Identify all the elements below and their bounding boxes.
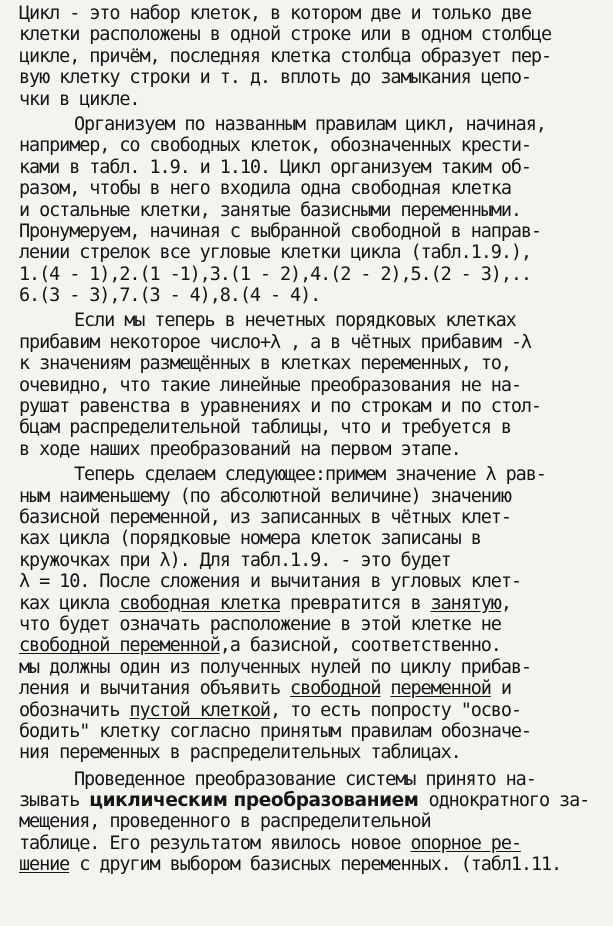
text-line <box>19 593 607 614</box>
text-run: 1.(4 - 1),2.(1 -1),3.(1 - 2),4.(2 - 2),5.(2 - 3),.. <box>19 263 531 285</box>
underlined-term: свободная клетка <box>119 592 280 614</box>
text-line <box>19 135 607 156</box>
text-run: ках цикла (порядковые номера клеток записаны в <box>19 528 481 550</box>
text-run: Цикл - это набор клеток, в котором две и только две <box>19 3 531 24</box>
text-run: таблице. Его результатом явилось новое <box>19 832 411 854</box>
text-run: мещения, проведенного в распределительной <box>19 811 431 833</box>
text-run: базисной переменной, из записанных в чётных клет- <box>19 506 511 528</box>
text-run: очевидно, что такие линейные преобразования не на- <box>19 374 521 396</box>
text-line <box>19 700 607 721</box>
underlined-term: шение <box>19 854 70 876</box>
text-line <box>19 285 607 306</box>
text-line <box>19 310 607 331</box>
text-line <box>19 67 607 88</box>
text-run: прибавим некоторое число+λ , а в чётных прибавим -λ <box>19 331 531 353</box>
text-line <box>19 24 607 45</box>
underlined-term: переменной <box>390 678 491 700</box>
text-run: Проведенное преобразование системы принято на- <box>74 768 536 790</box>
text-run: бцам распределительной таблицы, что и требуется в <box>19 417 511 439</box>
text-line <box>19 721 607 742</box>
text-line <box>19 464 607 485</box>
text-run: что будет означать расположение в этой клетке не <box>19 613 501 635</box>
text-run: Если мы теперь в нечетных порядковых клетках <box>74 310 516 332</box>
text-line <box>19 635 607 656</box>
text-run: чки в цикле. <box>19 88 140 110</box>
text-line <box>19 353 607 374</box>
text-run: в ходе наших преобразований на первом этапе. <box>19 438 461 460</box>
underlined-term: пустой клеткой <box>129 699 270 721</box>
text-run: вую клетку строки и т. д. вплоть до замыкания цепо- <box>19 67 531 89</box>
text-line <box>19 811 607 832</box>
text-run: 6.(3 - 3),7.(3 - 4),8.(4 - 4). <box>19 285 321 307</box>
text-run: и <box>490 678 511 700</box>
text-line <box>19 3 607 24</box>
text-run: λ = 10. После сложения и вычитания в угловых клет- <box>19 571 521 593</box>
text-run: рушат равенства в уравнениях и по строкам и по стол- <box>19 396 541 418</box>
text-run: цикле, причём, последняя клетка столбца образует пер- <box>19 45 552 67</box>
text-run: лении стрелок все угловые клетки цикла (табл.1.9.), <box>19 242 531 264</box>
text-run: Пронумеруем, начиная с выбранной свободной в направ- <box>19 220 541 242</box>
text-line <box>19 114 607 135</box>
text-run: ния переменных в распределительных таблицах. <box>19 742 461 764</box>
text-run: Организуем по названным правилам цикл, начиная, <box>74 113 546 135</box>
text-line <box>19 571 607 592</box>
text-line <box>19 221 607 242</box>
text-run: Теперь сделаем следующее:примем значение λ рав- <box>74 464 546 486</box>
bold-term: циклическим преобразованием <box>89 790 419 812</box>
text-line <box>19 46 607 67</box>
underlined-term: занятую <box>430 592 501 614</box>
text-line <box>19 550 607 571</box>
text-run: кружочках при λ). Для табл.1.9. - это будет <box>19 549 451 571</box>
text-run: однократного за- <box>418 790 590 812</box>
text-run: ках цикла <box>19 592 120 614</box>
text-line <box>19 375 607 396</box>
text-line <box>19 264 607 285</box>
text-run: к значениям размещённых в клетках переменных, то, <box>19 353 511 375</box>
text-run: ным наименьшему (по абсолютной величине) значению <box>19 485 511 507</box>
text-run: разом, чтобы в него входила одна свободная клетка <box>19 178 511 200</box>
underlined-term: опорное ре- <box>410 832 521 854</box>
text-run: ками в табл. 1.9. и 1.10. Цикл организуем таким об- <box>19 156 531 178</box>
text-line <box>19 396 607 417</box>
text-line <box>19 200 607 221</box>
text-run: с другим выбором базисных переменных. (табл1.11. <box>69 854 562 876</box>
text-line <box>19 657 607 678</box>
text-line <box>19 833 607 854</box>
text-line <box>19 157 607 178</box>
text-line <box>19 742 607 763</box>
text-run: , то есть попросту "осво- <box>269 699 521 721</box>
text-run: превратится в <box>280 592 431 614</box>
underlined-term: свободной переменной <box>19 635 220 657</box>
text-run: бодить" клетку согласно принятым правилам обозначе- <box>19 720 531 742</box>
text-line <box>19 507 607 528</box>
text-line <box>19 417 607 438</box>
text-run: ления и вычитания объявить <box>19 678 291 700</box>
underlined-term: свободной <box>290 678 381 700</box>
text-line <box>19 178 607 199</box>
text-run: клетки расположены в одной строке или в одном столбце <box>19 24 552 46</box>
text-run: например, со свободных клеток, обозначенных крести- <box>19 135 531 157</box>
text-line <box>19 769 607 790</box>
text-line <box>19 439 607 460</box>
text-line <box>19 854 607 875</box>
text-line <box>19 790 607 811</box>
text-run: мы должны один из полученных нулей по циклу прибав- <box>19 656 531 678</box>
text-line <box>19 89 607 110</box>
text-line <box>19 614 607 635</box>
text-run: обозначить <box>19 699 130 721</box>
text-run: , <box>500 592 511 614</box>
text-run: зывать <box>19 790 90 812</box>
text-run: ,а базисной, соответственно. <box>219 635 501 657</box>
text-line <box>19 242 607 263</box>
text-line <box>19 528 607 549</box>
text-line <box>19 678 607 699</box>
text-run: и остальные клетки, занятые базисными переменными. <box>19 199 521 221</box>
text-line <box>19 486 607 507</box>
text-run <box>380 678 390 699</box>
text-line <box>19 332 607 353</box>
